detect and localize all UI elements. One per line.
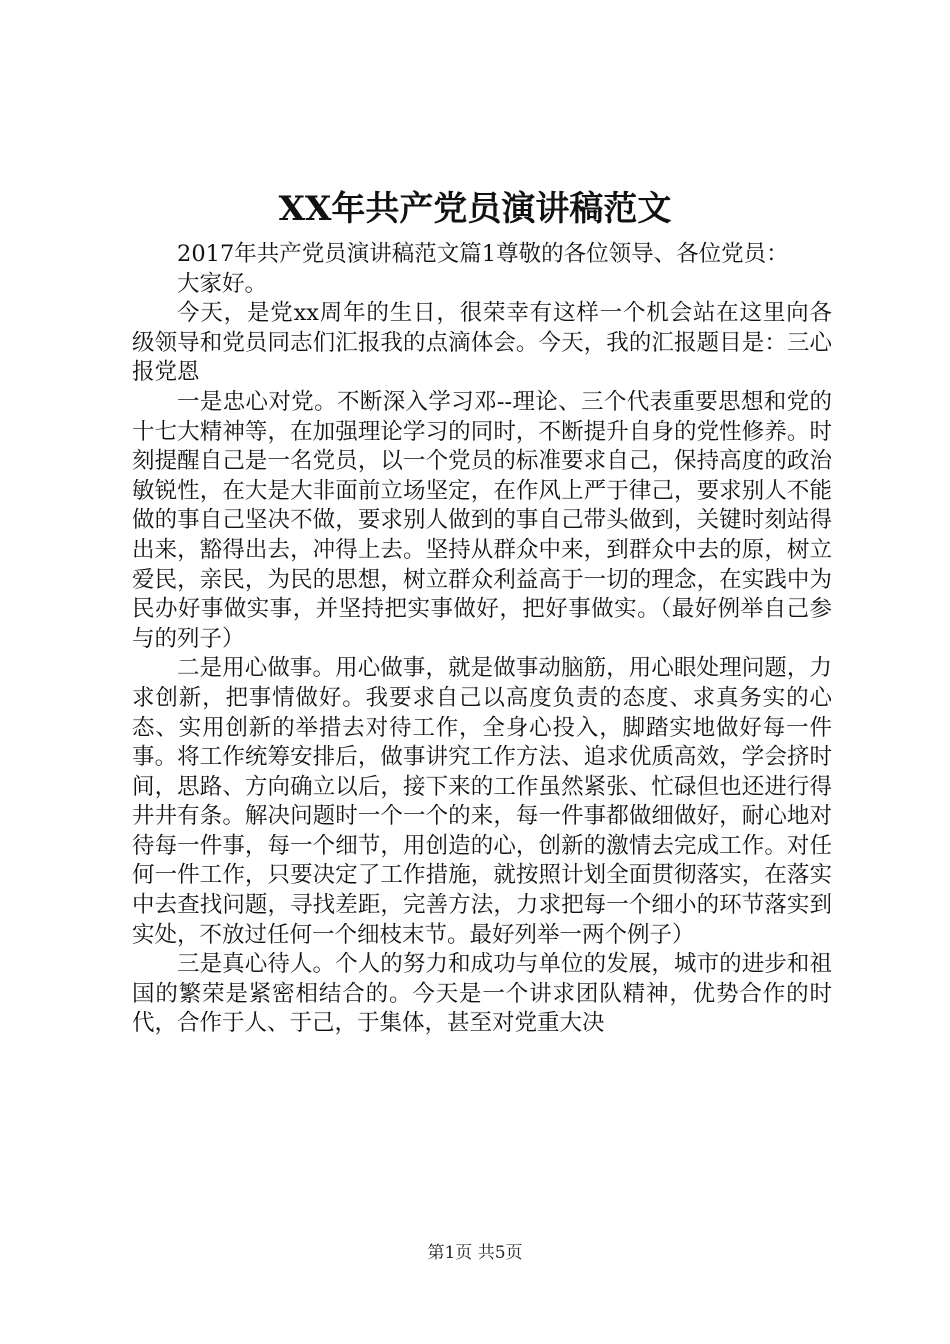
paragraph-greeting: 大家好。 bbox=[177, 270, 268, 297]
page-number-footer: 第1页 共5页 bbox=[427, 1243, 523, 1263]
document-title: XX年共产党员演讲稿范文 bbox=[278, 189, 672, 229]
document-body bbox=[132, 240, 832, 1039]
paragraph-sincerity: 三是真心待人。个人的努力和成功与单位的发展，城市的进步和祖国的繁荣是紧密相结合的。今天是一个讲求团队精神，优势合作的时代，合作于人、于己，于集体，甚至对党重大决 bbox=[132, 951, 832, 1037]
paragraph-opening: 2017年共产党员演讲稿范文篇1尊敬的各位领导、各位党员： bbox=[177, 241, 789, 267]
paragraph-diligence: 二是用心做事。用心做事，就是做事动脑筋，用心眼处理问题，力求创新，把事情做好。我要求自己以高度负责的态度、求真务实的心态、实用创新的举措去对待工作，全身心投入，脚踏实地做好每一件事。将工作统筹安排后，做事讲究工作方法、追求优质高效，学会挤时间，思路、方向确立以后，接下来的工作虽然紧张、忙碌但也还进行得井井有条。解决问题时一个一个的来，每一件事都做细做好，耐心地对待每一件事，每一个细节，用创造的心，创新的激情去完成工作。对任何一件工作，只要决定了工作措施，就按照计划全面贯彻落实，在落实中去查找问题，寻找差距，完善方法，力求把每一个细小的环节落实到实处，不放过任何一个细枝末节。最好列举一两个例子） bbox=[132, 655, 832, 948]
paragraph-introduction: 今天，是党xx周年的生日，很荣幸有这样一个机会站在这里向各级领导和党员同志们汇报我的点滴体会。今天，我的汇报题目是：三心报党恩 bbox=[132, 300, 832, 386]
paragraph-loyalty: 一是忠心对党。不断深入学习邓--理论、三个代表重要思想和党的十七大精神等，在加强理论学习的同时，不断提升自身的党性修养。时刻提醒自己是一名党员，以一个党员的标准要求自己，保持高度的政治敏锐性，在大是大非面前立场坚定，在作风上严于律己，要求别人不能做的事自己坚决不做，要求别人做到的事自己带头做到，关键时刻站得出来，豁得出去，冲得上去。坚持从群众中来，到群众中去的原，树立爱民，亲民，为民的思想，树立群众利益高于一切的理念，在实践中为民办好事做实事，并坚持把实事做好，把好事做实。（最好例举自己参与的列子） bbox=[132, 388, 832, 652]
